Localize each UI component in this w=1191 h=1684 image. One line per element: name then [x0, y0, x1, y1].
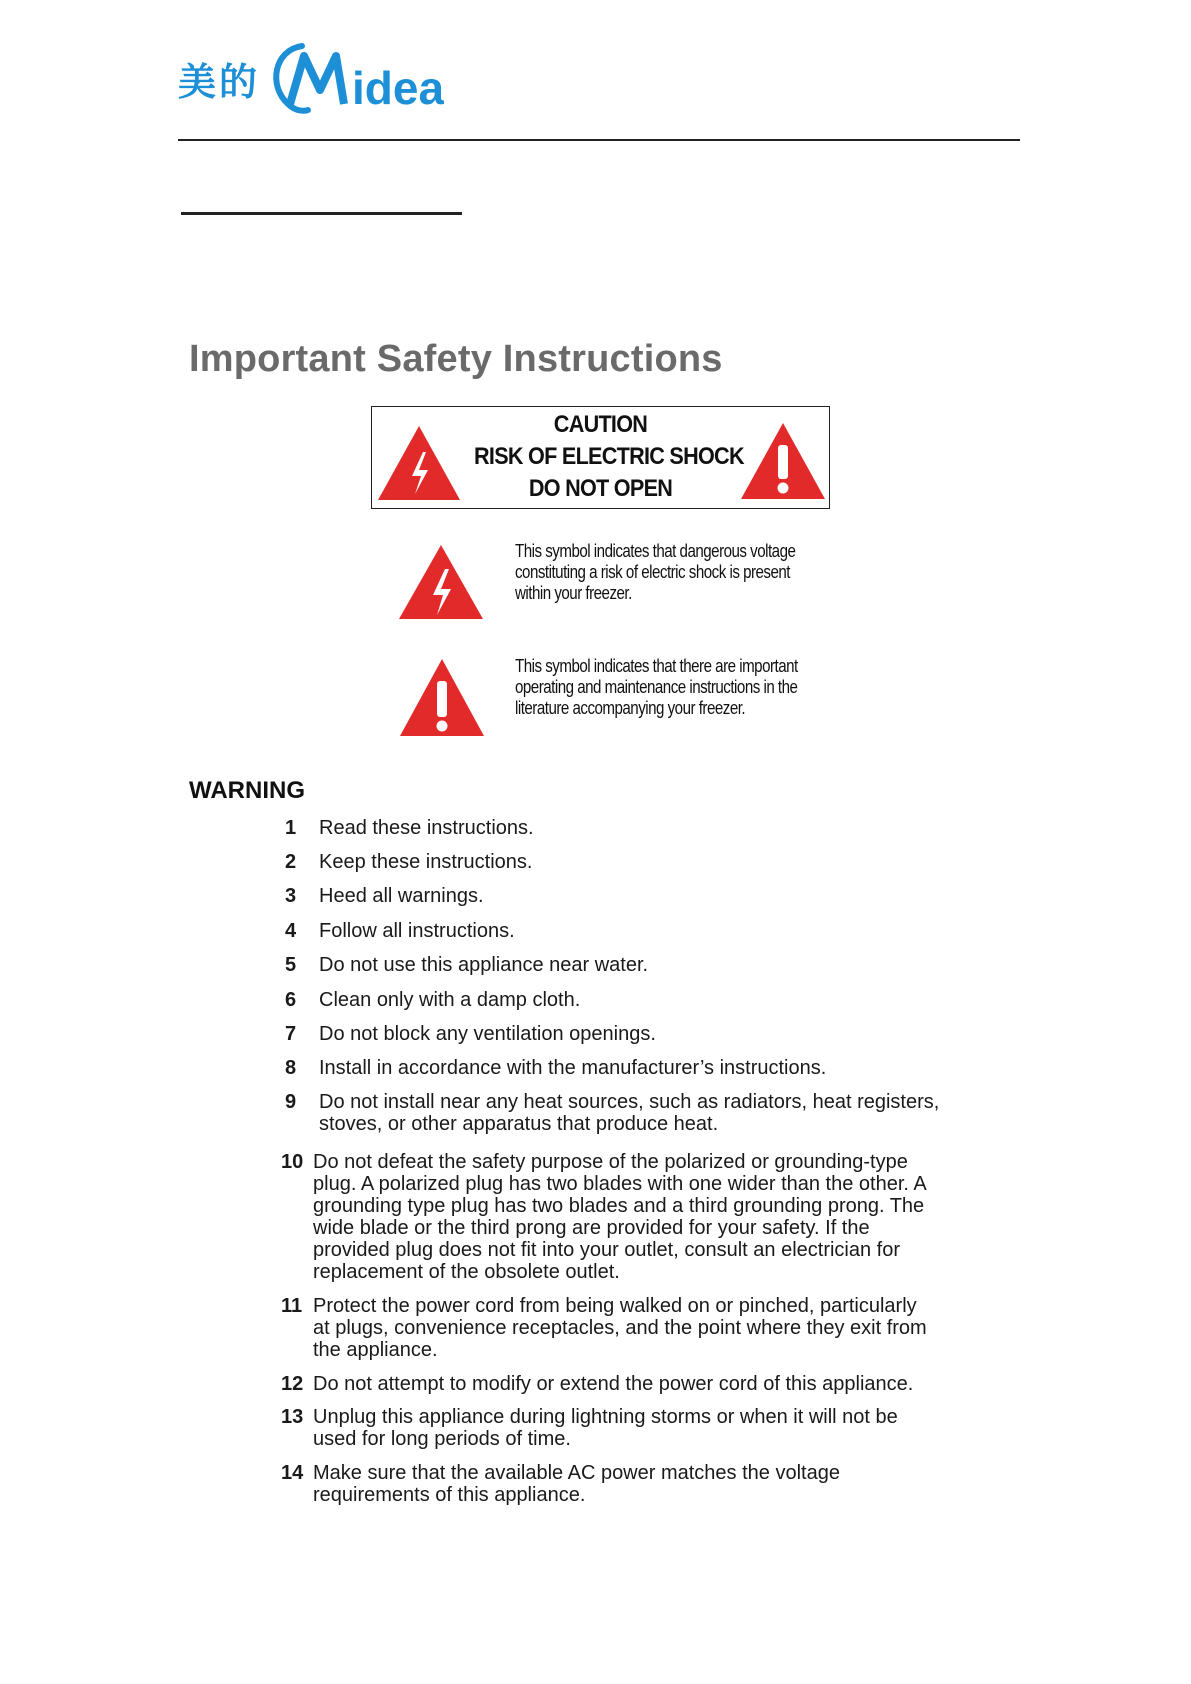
warning-heading: WARNING [189, 777, 305, 804]
item-text: Do not install near any heat sources, such as radiators, heat registers, stoves, or other apparatus that produce heat. [319, 1091, 940, 1135]
item-number: 10 [281, 1151, 304, 1173]
logo-chinese-text: 美的 [178, 59, 261, 104]
item-number: 2 [285, 851, 297, 873]
item-text: Protect the power cord from being walked on or pinched, particularly at plugs, convenience receptacles, and the point where they exit from the appliance. [313, 1295, 927, 1361]
item-number: 7 [285, 1023, 297, 1045]
item-text: Follow all instructions. [319, 920, 515, 942]
header-divider [178, 139, 1020, 141]
item-text: Make sure that the available AC power matches the voltage requirements of this appliance. [313, 1462, 840, 1506]
symbol-description: This symbol indicates that there are important operating and maintenance instructions in the literature accompanying your freezer. [515, 656, 798, 718]
item-text: Keep these instructions. [319, 851, 533, 873]
item-number: 14 [281, 1462, 304, 1484]
caution-label [371, 406, 830, 509]
item-text: Install in accordance with the manufacturer’s instructions. [319, 1057, 827, 1079]
lightning-warning-icon [376, 424, 462, 502]
svg-text:idea: idea [352, 62, 445, 114]
caution-text [460, 409, 744, 505]
caution-line: RISK OF ELECTRIC SHOCK [474, 443, 744, 470]
item-text: Do not use this appliance near water. [319, 954, 649, 976]
item-number: 1 [285, 817, 297, 839]
item-text: Heed all warnings. [319, 885, 484, 907]
item-number: 6 [285, 989, 297, 1011]
page-title: Important Safety Instructions [189, 338, 723, 380]
item-number: 9 [285, 1091, 297, 1113]
item-number: 11 [281, 1295, 303, 1317]
item-text: Unplug this appliance during lightning storms or when it will not be used for long periods of time. [313, 1406, 898, 1450]
item-text: Read these instructions. [319, 817, 534, 839]
section-underline [181, 212, 462, 215]
midea-logo-mark [264, 38, 444, 118]
caution-line: CAUTION [553, 411, 648, 438]
item-text: Do not attempt to modify or extend the power cord of this appliance. [313, 1373, 914, 1395]
midea-logo [178, 38, 444, 118]
item-text: Do not defeat the safety purpose of the polarized or grounding-type plug. A polarized plug has two blades with one wider than the other. A grounding type plug has two blades and a third grounding prong. The wide blade or the third prong are provided for your safety. If the provided plug does not fit into your outlet, consult an electrician for replacement of the obsolete outlet. [313, 1151, 927, 1283]
item-number: 12 [281, 1373, 304, 1395]
exclamation-warning-icon [398, 657, 486, 738]
symbol-description: This symbol indicates that dangerous voltage constituting a risk of electric shock is present within your freezer. [515, 541, 796, 603]
item-number: 5 [285, 954, 297, 976]
item-number: 4 [285, 920, 297, 942]
item-number: 3 [285, 885, 297, 907]
item-text: Do not block any ventilation openings. [319, 1023, 656, 1045]
lightning-warning-icon [397, 543, 485, 621]
item-number: 13 [281, 1406, 304, 1428]
item-number: 8 [285, 1057, 297, 1079]
exclamation-warning-icon [739, 421, 827, 501]
item-text: Clean only with a damp cloth. [319, 989, 581, 1011]
caution-line: DO NOT OPEN [528, 475, 673, 502]
